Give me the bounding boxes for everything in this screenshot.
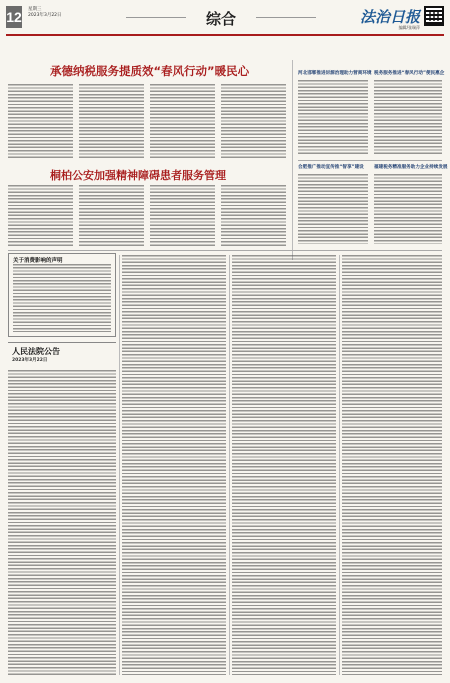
right3-headline: 合肥推广推动宣传推“智享”建设 [298, 165, 364, 170]
lead-text-col1 [8, 84, 73, 159]
second-headline: 桐柏公安加强精神障碍患者服务管理 [50, 169, 226, 182]
announcement-col2 [122, 255, 226, 675]
date: 2023年3月22日 [28, 13, 62, 18]
announcement-col1 [8, 370, 116, 675]
second-text-col1 [8, 185, 73, 247]
page-header [6, 6, 444, 36]
court-announcement-header [8, 342, 116, 364]
mid-rule [8, 250, 442, 251]
section-rule-right [256, 17, 316, 18]
notice-box [8, 253, 116, 337]
right1-headline: 河北邯郸推进诉源治理助力营商环境 [298, 71, 372, 76]
right2-headline: 税务服务推进“春风行动”便民惠企 [374, 71, 445, 76]
masthead-logo: 法治日报 [359, 8, 420, 26]
right-rule [298, 160, 442, 161]
grid-divider-1 [119, 255, 120, 675]
section-rule-left [126, 17, 186, 18]
lead-text-col3 [150, 84, 215, 159]
announcement-col4 [342, 255, 442, 675]
second-text-col2 [79, 185, 144, 247]
court-title: 人民法院公告 [12, 347, 60, 356]
qr-code-icon [424, 6, 444, 26]
lead-text-col4 [221, 84, 286, 159]
right2-text [374, 80, 442, 155]
announcement-col3 [232, 255, 336, 675]
right3-text [298, 174, 368, 244]
issue-date [28, 7, 62, 19]
notice-title: 关于消费影响的声明 [13, 258, 63, 264]
right4-headline: 福建税务精准服务助力企业持续发展 [374, 165, 448, 170]
editor-line: 编辑/张瑞萍 [398, 25, 420, 30]
notice-body [13, 264, 111, 332]
grid-divider-2 [229, 255, 230, 675]
weekday: 星期三 [28, 7, 42, 12]
page-number: 12 [6, 6, 22, 28]
column-divider [292, 60, 293, 260]
grid-divider-3 [339, 255, 340, 675]
lead-headline: 承德纳税服务提质效“春风行动”暖民心 [50, 64, 250, 78]
right1-text [298, 80, 368, 155]
court-date: 2023年3月22日 [12, 358, 48, 363]
lead-text-col2 [79, 84, 144, 159]
second-text-col4 [221, 185, 286, 247]
right4-text [374, 174, 442, 244]
section-title: 综合 [205, 10, 236, 28]
second-text-col3 [150, 185, 215, 247]
